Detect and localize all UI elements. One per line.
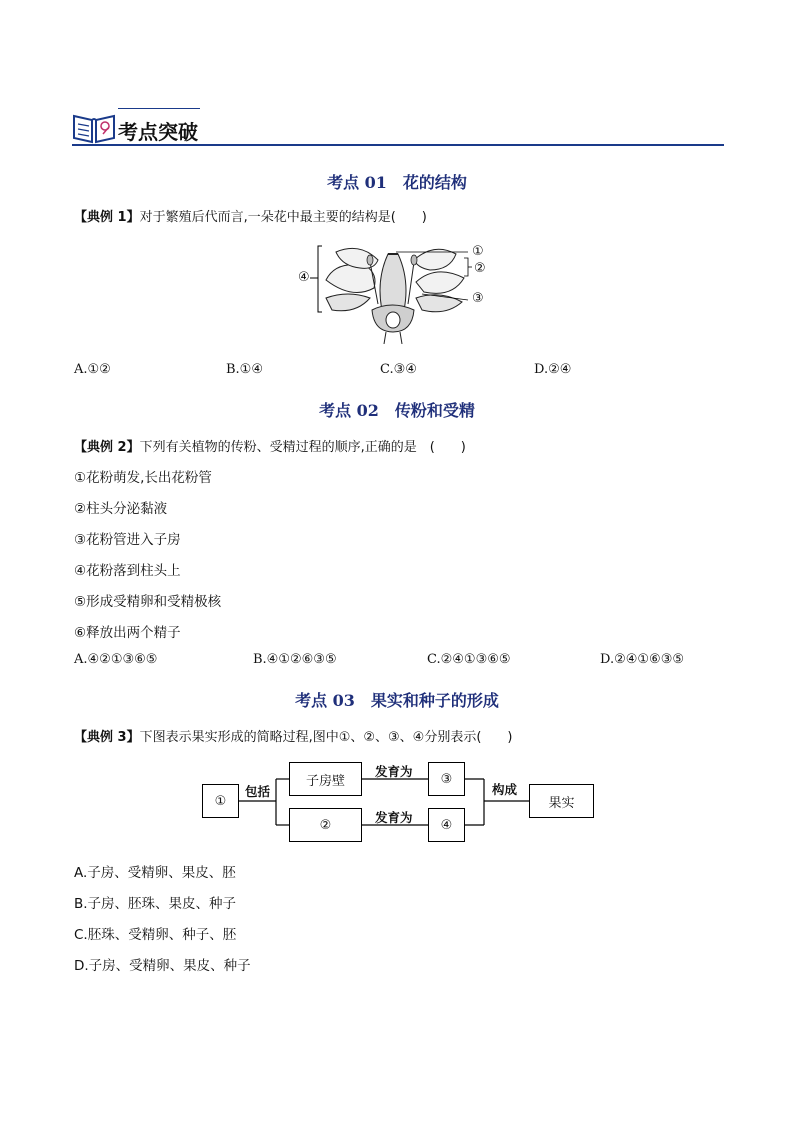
point2-item-3: ③花粉管进入子房 xyxy=(74,532,181,548)
point2-item-6: ⑥释放出两个精子 xyxy=(74,625,181,641)
header-rule xyxy=(72,144,724,146)
point1-question-tag: 【典例 1】 xyxy=(74,210,140,225)
point3-option-b[interactable]: B.子房、胚珠、果皮、种子 xyxy=(74,896,237,912)
point1-option-c[interactable]: C.③④ xyxy=(380,362,417,377)
point2-heading: 考点 02 传粉和受精 xyxy=(319,401,475,420)
flow-box-top-right: ③ xyxy=(428,762,465,796)
flow-label-form: 构成 xyxy=(492,782,518,797)
point2-option-b[interactable]: B.④①②⑥③⑤ xyxy=(253,652,337,667)
point1-option-d[interactable]: D.②④ xyxy=(534,362,572,377)
point1-heading: 考点 01 花的结构 xyxy=(327,173,467,192)
point1-question xyxy=(74,206,427,225)
point2-question-text: 下列有关植物的传粉、受精过程的顺序,正确的是 ( ) xyxy=(139,440,466,455)
point2-item-4: ④花粉落到柱头上 xyxy=(74,563,181,579)
flower-label-4: ④ xyxy=(298,270,310,285)
open-book-icon xyxy=(72,108,116,144)
flow-label-develop-bottom: 发育为 xyxy=(375,810,413,825)
point3-question-tag: 【典例 3】 xyxy=(74,730,140,745)
point3-question xyxy=(74,726,512,745)
point3-heading: 考点 03 果实和种子的形成 xyxy=(295,691,499,710)
flower-label-1: ① xyxy=(472,244,484,259)
point1-option-b[interactable]: B.①④ xyxy=(226,362,263,377)
flow-box-bottom-left: ② xyxy=(289,808,362,842)
point2-item-2: ②柱头分泌黏液 xyxy=(74,501,168,517)
flow-box-start: ① xyxy=(202,784,239,818)
header-rule-top xyxy=(118,108,200,109)
point3-question-text: 下图表示果实形成的简略过程,图中①、②、③、④分别表示( ) xyxy=(139,730,513,745)
flow-box-bottom-right: ④ xyxy=(428,808,465,842)
point2-question xyxy=(74,436,466,455)
flower-structure-figure xyxy=(296,240,496,344)
point2-option-d[interactable]: D.②④①⑥③⑤ xyxy=(600,652,685,667)
flower-label-2: ② xyxy=(474,261,486,276)
point2-option-a[interactable]: A.④②①③⑥⑤ xyxy=(74,652,158,667)
flow-label-include: 包括 xyxy=(245,784,271,799)
flow-box-fruit: 果实 xyxy=(529,784,594,818)
point2-option-c[interactable]: C.②④①③⑥⑤ xyxy=(427,652,511,667)
flower-label-3: ③ xyxy=(472,291,484,306)
flow-label-develop-top: 发育为 xyxy=(375,764,413,779)
point1-question-text: 对于繁殖后代而言,一朵花中最主要的结构是( ) xyxy=(139,210,427,225)
section-title: 考点突破 xyxy=(118,120,198,144)
point2-item-5: ⑤形成受精卵和受精极核 xyxy=(74,594,222,610)
flow-box-ovary-wall: 子房壁 xyxy=(289,762,362,796)
point3-option-d[interactable]: D.子房、受精卵、果皮、种子 xyxy=(74,958,251,974)
point2-item-1: ①花粉萌发,长出花粉管 xyxy=(74,470,212,486)
point1-option-a[interactable]: A.①② xyxy=(74,362,111,377)
point3-option-a[interactable]: A.子房、受精卵、果皮、胚 xyxy=(74,865,236,881)
point3-option-c[interactable]: C.胚珠、受精卵、种子、胚 xyxy=(74,927,237,943)
point2-question-tag: 【典例 2】 xyxy=(74,440,140,455)
